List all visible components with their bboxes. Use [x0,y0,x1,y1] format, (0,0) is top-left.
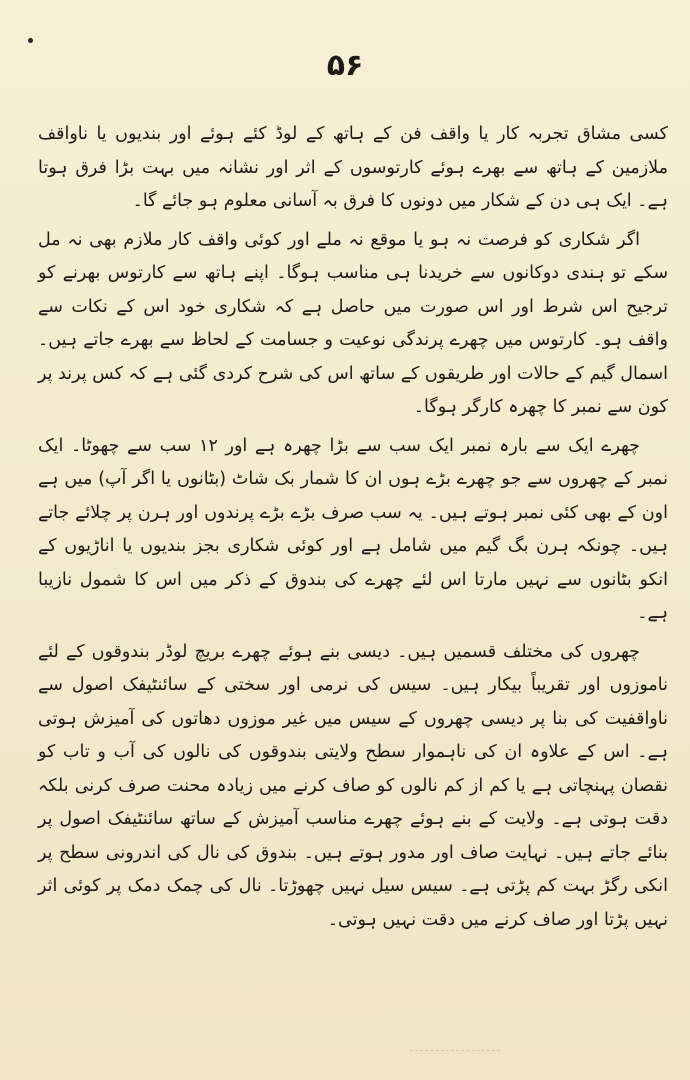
paragraph-3: چھرے ایک سے بارہ نمبر ایک سب سے بڑا چھرہ ہے اور ۱۲ سب سے چھوٹا۔ ایک نمبر کے چھروں سے جو چھرے بڑے ہوں ان کا شمار بک شاٹ (بٹانوں یا اگر آپ) میں ہے اون کے بھی کئی نمبر ہوتے ہیں۔ یہ سب صرف بڑے بڑے پرندوں اور ہرن پر چلائے جاتے ہیں۔ چونکہ ہرن بگ گیم میں شامل ہے اور کوئی شکاری بجز بندیوں یا اناڑیوں کے انکو بٹانوں سے نہیں مارتا اس لئے چھرے کی بندوق کے ذکر میں اس کا شمول نازیبا ہے۔ [38,435,668,623]
paragraph-4: چھروں کی مختلف قسمیں ہیں۔ دیسی بنے ہوئے چھرے بریچ لوڈر بندوقوں کے لئے ناموزوں اور تقریباً بیکار ہیں۔ سیس کی نرمی اور سختی کے سائنٹیفک اصول سے ناواقفیت کی بنا پر دیسی چھروں کے سیس میں غیر موزوں دھاتوں کی آمیزش ہوتی ہے۔ اس کے علاوہ ان کی ناہموار سطح ولایتی بندوقوں کی نالوں کی آب و تاب کو نقصان پہنچاتی ہے یا کم از کم نالوں کو صاف کرنے میں زیادہ محنت صرف کرنی بلکہ دقت ہوتی ہے۔ ولایت کے بنے ہوئے چھرے مناسب آمیزش کے ساتھ سائنٹیفک اصول پر بنائے جاتے ہیں۔ نہایت صاف اور مدور ہوتے ہیں۔ بندوق کی نال کی اندرونی سطح پر انکی رگڑ بہت کم پڑتی ہے۔ سیس سیل نہیں چھوڑتا۔ نال کی چمک دمک پر کوئی اثر نہیں پڑتا اور صاف کرنے میں دقت نہیں ہوتی۔ [38,641,668,930]
paragraph-2: اگر شکاری کو فرصت نہ ہو یا موقع نہ ملے اور کوئی واقف کار ملازم بھی نہ مل سکے تو ہندی دوکانوں سے خریدنا ہی مناسب ہوگا۔ اپنے ہاتھ سے کارتوس بھرنے کو ترجیح اس شرط اور اس صورت میں حاصل ہے کہ شکاری خود اس کے نکات سے واقف ہو۔ کارتوس میں چھرے پرندگی نوعیت و جسامت کے لحاظ سے بھرے جاتے ہیں۔ اسمال گیم کے حالات اور طریقوں کے ساتھ اس کی شرح کردی گئی ہے کہ کس پرند پر کون سے نمبر کا چھرہ کارگر ہوگا۔ [38,229,668,417]
page-number: ۵۶ [326,48,364,83]
ink-dot-mark [28,38,33,43]
faint-bleed-through-mark [410,1050,500,1071]
page-body [38,118,668,937]
paragraph-1: کسی مشاق تجربہ کار یا واقف فن کے ہاتھ کے لوڈ کئے ہوئے اور بندیوں یا ناواقف ملازمین کے ہاتھ سے بھرے ہوئے کارتوسوں کے اثر اور نشانہ میں بہت بڑا فرق ہوتا ہے۔ ایک ہی دن کے شکار میں دونوں کا فرق بہ آسانی معلوم ہو جائے گا۔ [38,124,668,211]
